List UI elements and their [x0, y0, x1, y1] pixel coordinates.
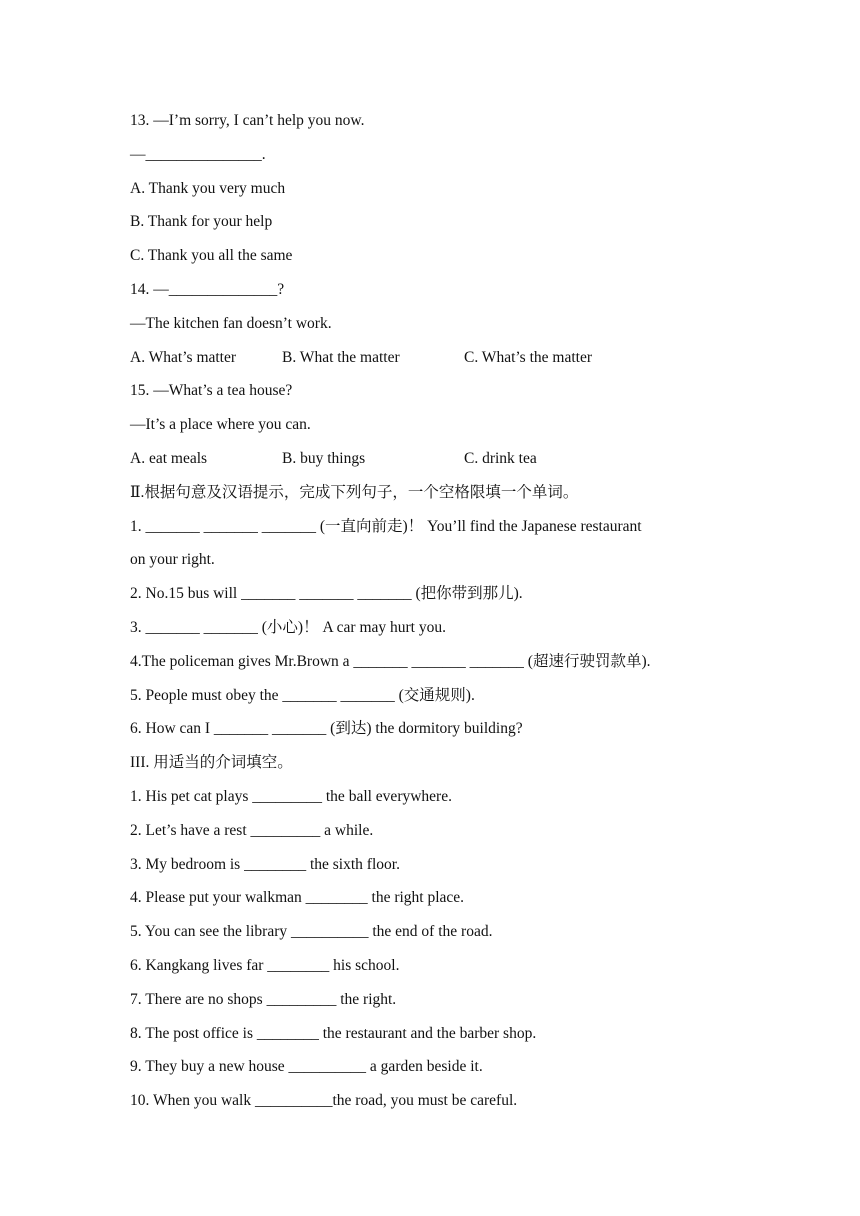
section-3-item-10: 10. When you walk __________the road, you must be careful.	[130, 1092, 518, 1110]
question-14-stem: 14. —______________?	[130, 280, 285, 298]
section-3-item-1: 1. His pet cat plays _________ the ball everywhere.	[130, 787, 452, 805]
question-15-option-c: C. drink tea	[464, 449, 537, 467]
question-15-option-b: B. buy things	[282, 449, 366, 467]
question-13-option-b: B. Thank for your help	[130, 213, 273, 231]
question-15-options	[130, 442, 750, 476]
section-3-item-2: 2. Let’s have a rest _________ a while.	[130, 821, 374, 839]
question-15-option-a: A. eat meals	[130, 449, 208, 467]
question-14-options	[130, 341, 750, 375]
section-2-item-4: 4.The policeman gives Mr.Brown a _______ _______ _______ (超速行驶罚款单).	[130, 652, 651, 670]
section-2-item-5: 5. People must obey the _______ _______ (交通规则).	[130, 686, 475, 704]
question-15-stem: 15. —What’s a tea house?	[130, 382, 293, 400]
worksheet-page	[130, 104, 750, 1118]
section-3-title: III. 用适当的介词填空。	[130, 754, 293, 772]
question-13-option-a: A. Thank you very much	[130, 179, 286, 197]
section-2-title: Ⅱ.根据句意及汉语提示，完成下列句子，一个空格限填一个单词。	[130, 483, 579, 501]
section-2-item-1-continued: on your right.	[130, 551, 215, 569]
section-3-item-3: 3. My bedroom is ________ the sixth floor.	[130, 855, 400, 873]
question-14-option-c: C. What’s the matter	[464, 348, 592, 366]
section-3-item-9: 9. They buy a new house __________ a garden beside it.	[130, 1058, 483, 1076]
question-14-option-b: B. What the matter	[282, 348, 400, 366]
question-13-option-c: C. Thank you all the same	[130, 247, 293, 265]
question-13-answer-blank: —_______________.	[130, 145, 266, 163]
section-3-item-4: 4. Please put your walkman ________ the right place.	[130, 889, 465, 907]
section-3-item-5: 5. You can see the library __________ the end of the road.	[130, 923, 493, 941]
section-2-item-3: 3. _______ _______ (小心)！ A car may hurt you.	[130, 618, 446, 636]
question-14-reply: —The kitchen fan doesn’t work.	[130, 314, 332, 332]
question-15-reply: —It’s a place where you can.	[130, 416, 311, 434]
question-14-option-a: A. What’s matter	[130, 348, 237, 366]
section-2-item-1: 1. _______ _______ _______ (一直向前走)！ You’ll find the Japanese restaurant	[130, 517, 642, 535]
section-2-item-6: 6. How can I _______ _______ (到达) the dormitory building?	[130, 720, 523, 738]
section-3-item-8: 8. The post office is ________ the restaurant and the barber shop.	[130, 1024, 537, 1042]
section-3-item-7: 7. There are no shops _________ the right.	[130, 990, 397, 1008]
section-3-item-6: 6. Kangkang lives far ________ his school.	[130, 956, 400, 974]
question-13-stem: 13. —I’m sorry, I can’t help you now.	[130, 112, 365, 129]
section-2-item-2: 2. No.15 bus will _______ _______ _______ (把你带到那儿).	[130, 585, 523, 603]
